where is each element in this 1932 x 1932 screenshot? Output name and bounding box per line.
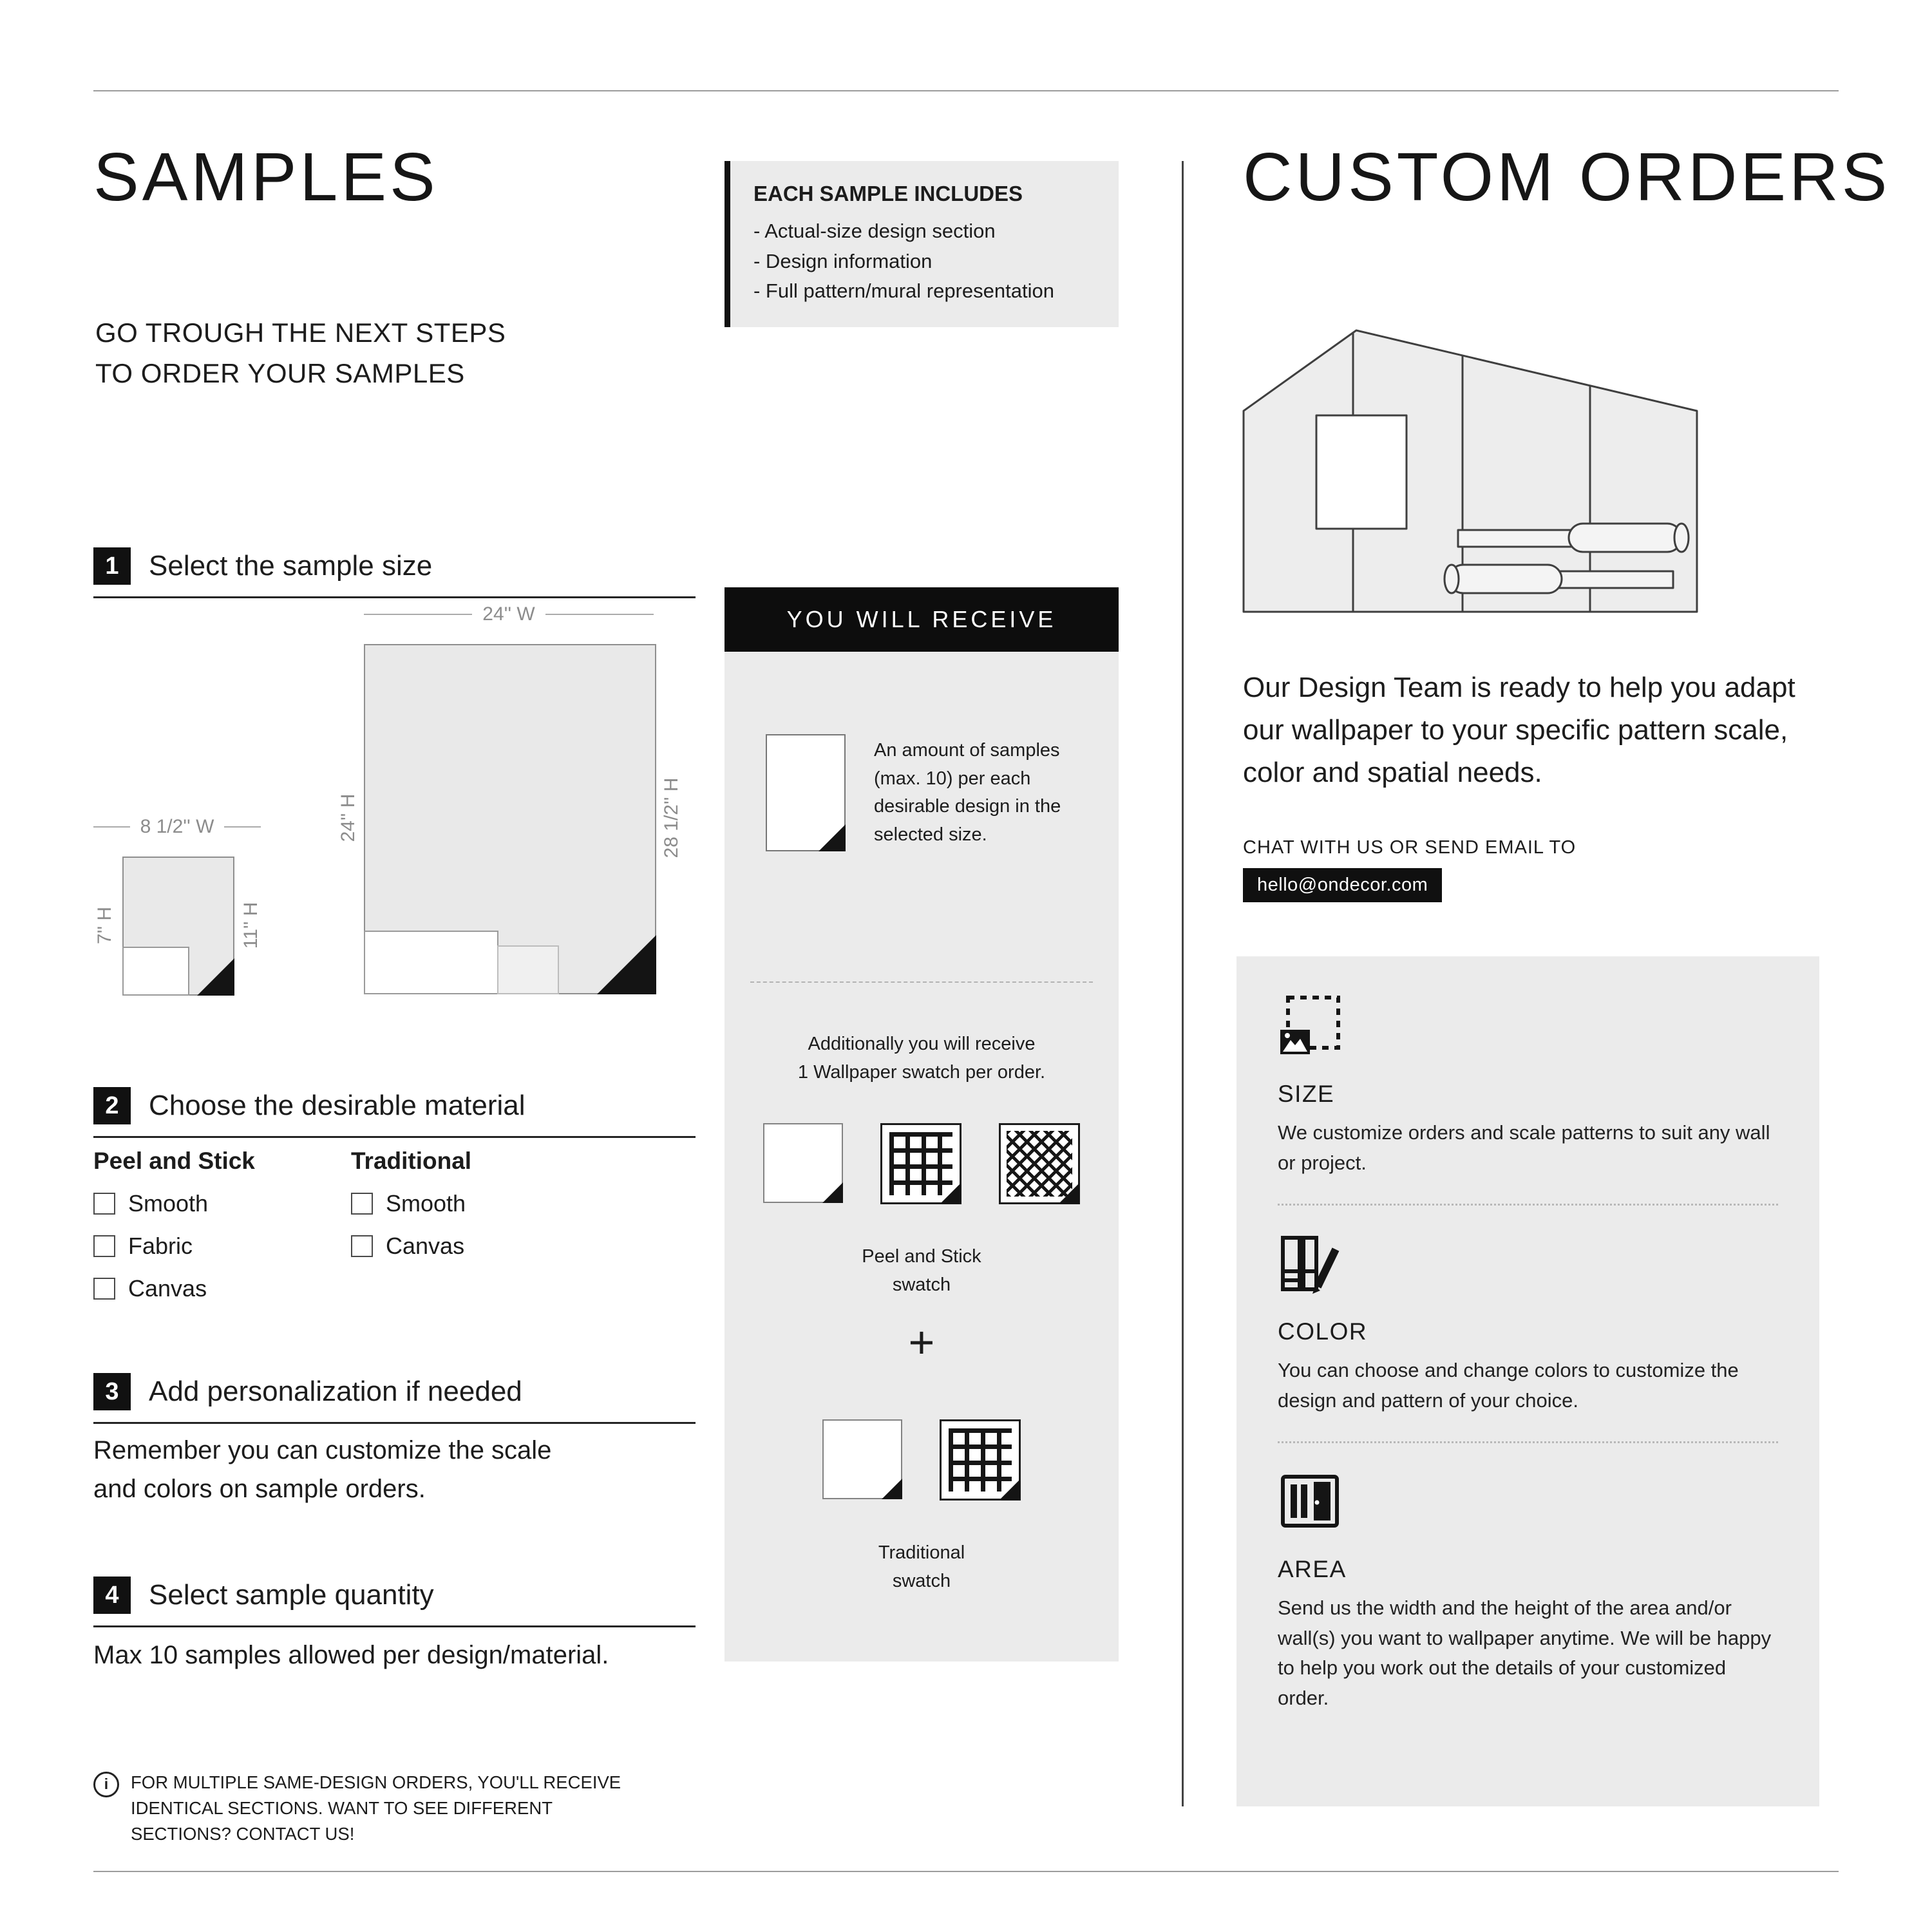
- personalization-text: Remember you can customize the scale and colors on sample orders.: [93, 1436, 552, 1503]
- large-sample-rect: [364, 644, 656, 994]
- large-sample-width-label: 24'' W: [364, 603, 654, 625]
- small-sample-width-label: 8 1/2'' W: [93, 816, 261, 838]
- feature-size: [1278, 994, 1778, 1178]
- column-divider: [1182, 161, 1184, 1806]
- includes-item: - Design information: [753, 249, 933, 272]
- sample-size-diagram: [93, 603, 696, 1011]
- peel-swatch-row: [724, 1123, 1119, 1204]
- traditional-heading: Traditional: [351, 1148, 472, 1174]
- step-1-number-badge: 1: [93, 547, 131, 585]
- small-sample-height-right-label: 11'' H: [240, 902, 261, 949]
- material-column-peel: [93, 1148, 338, 1302]
- checkbox-peel-canvas[interactable]: [93, 1278, 115, 1300]
- option-peel-fabric[interactable]: [93, 1233, 338, 1260]
- feature-color-label: COLOR: [1278, 1318, 1368, 1345]
- footer-note: [93, 1770, 886, 1847]
- checkbox-peel-smooth[interactable]: [93, 1193, 115, 1215]
- chat-label: CHAT WITH US OR SEND EMAIL TO: [1243, 837, 1577, 858]
- option-peel-canvas[interactable]: [93, 1275, 338, 1302]
- info-icon: i: [93, 1772, 119, 1797]
- checkbox-traditional-smooth[interactable]: [351, 1193, 373, 1215]
- samples-title: SAMPLES: [93, 139, 439, 215]
- swatch-note-text: Additionally you will receive 1 Wallpaper swatch per order.: [797, 1034, 1046, 1083]
- peel-and-stick-heading: Peel and Stick: [93, 1148, 255, 1174]
- grid-swatch-icon: [880, 1123, 961, 1204]
- checkbox-peel-fabric[interactable]: [93, 1235, 115, 1257]
- footer-note-text: FOR MULTIPLE SAME-DESIGN ORDERS, YOU'LL RECEIVE IDENTICAL SECTIONS. WANT TO SEE DIFFERENT SECTIONS? CONTACT US!: [131, 1772, 621, 1844]
- plus-icon: +: [908, 1317, 935, 1367]
- includes-item: - Actual-size design section: [753, 220, 996, 242]
- option-label: Canvas: [128, 1275, 207, 1302]
- option-label: Fabric: [128, 1233, 193, 1259]
- dotted-separator: [1278, 1204, 1778, 1206]
- large-sample-inset-rect: [364, 931, 498, 994]
- step-2-number-badge: 2: [93, 1087, 131, 1124]
- you-will-receive-header: YOU WILL RECEIVE: [724, 587, 1119, 652]
- size-crop-image-icon: [1278, 994, 1342, 1058]
- step-1-heading: [93, 547, 696, 598]
- quantity-text: Max 10 samples allowed per design/material.: [93, 1641, 609, 1669]
- option-label: Smooth: [128, 1190, 209, 1217]
- email-badge-wrap: [1243, 868, 1442, 902]
- includes-title: EACH SAMPLE INCLUDES: [753, 182, 1023, 205]
- option-peel-smooth[interactable]: [93, 1190, 338, 1217]
- peel-swatch-label: Peel and Stick swatch: [862, 1246, 981, 1295]
- blank-swatch-icon: [763, 1123, 843, 1203]
- small-sample-rect: [122, 857, 234, 996]
- grid-pattern: [949, 1428, 1012, 1492]
- top-divider: [93, 90, 1839, 91]
- feature-color-text: You can choose and change colors to customize the design and pattern of your choice.: [1278, 1359, 1739, 1412]
- you-will-receive-panel: [724, 652, 1119, 1662]
- custom-orders-intro: Our Design Team is ready to help you adapt our wallpaper to your specific pattern scale, color and spatial needs.: [1243, 672, 1795, 788]
- traditional-swatch-label: Traditional swatch: [878, 1542, 965, 1591]
- step-3-title: Add personalization if needed: [149, 1376, 522, 1407]
- large-sample-height-left-label: 24'' H: [337, 793, 359, 842]
- step-4-number-badge: 4: [93, 1577, 131, 1614]
- checkbox-traditional-canvas[interactable]: [351, 1235, 373, 1257]
- dashed-separator: [750, 981, 1093, 983]
- crosshatch-pattern: [1007, 1131, 1072, 1197]
- small-sample-inset-rect: [122, 947, 189, 996]
- samples-subtitle: GO TROUGH THE NEXT STEPS TO ORDER YOUR SAMPLES: [95, 317, 506, 388]
- large-sample-inset-rect-2: [497, 945, 559, 994]
- step-1-title: Select the sample size: [149, 550, 433, 582]
- feature-area-label: AREA: [1278, 1556, 1347, 1582]
- small-sample-height-left-label: 7'' H: [94, 906, 115, 945]
- crosshatch-swatch-icon: [999, 1123, 1080, 1204]
- traditional-swatch-row: [724, 1419, 1119, 1501]
- option-label: Smooth: [386, 1190, 466, 1217]
- sample-page-icon: [766, 734, 846, 851]
- wall-panels-icon: [1278, 1469, 1342, 1533]
- feature-size-text: We customize orders and scale patterns to suit any wall or project.: [1278, 1121, 1770, 1174]
- option-traditional-smooth[interactable]: [351, 1190, 596, 1217]
- each-sample-includes-box: [724, 161, 1119, 327]
- custom-orders-title: CUSTOM ORDERS: [1243, 139, 1891, 215]
- feature-area: [1278, 1469, 1778, 1713]
- custom-features-panel: [1236, 956, 1819, 1806]
- step-4-title: Select sample quantity: [149, 1579, 434, 1611]
- house-wallpaper-illustration: [1242, 325, 1699, 618]
- large-sample-height-right-label: 28 1/2'' H: [661, 777, 682, 858]
- step-2-heading: [93, 1087, 696, 1138]
- sample-amount-text: An amount of samples (max. 10) per each desirable design in the selected size.: [874, 740, 1061, 845]
- step-3-heading: [93, 1373, 696, 1424]
- feature-color: [1278, 1231, 1778, 1416]
- bottom-divider: [93, 1871, 1839, 1872]
- step-4-heading: [93, 1577, 696, 1627]
- feature-area-text: Send us the width and the height of the area and/or wall(s) you want to wallpaper anytime. We will be happy to help you work out the details of your customized order.: [1278, 1596, 1772, 1709]
- step-2-title: Choose the desirable material: [149, 1090, 526, 1121]
- grid-pattern: [889, 1132, 952, 1195]
- material-column-traditional: [351, 1148, 596, 1260]
- color-swatches-pencil-icon: [1278, 1231, 1342, 1296]
- email-badge[interactable]: hello@ondecor.com: [1243, 868, 1442, 902]
- option-traditional-canvas[interactable]: [351, 1233, 596, 1260]
- grid-swatch-icon: [940, 1419, 1021, 1501]
- step-3-number-badge: 3: [93, 1373, 131, 1410]
- blank-swatch-icon: [822, 1419, 902, 1499]
- option-label: Canvas: [386, 1233, 465, 1259]
- includes-item: - Full pattern/mural representation: [753, 279, 1054, 302]
- feature-size-label: SIZE: [1278, 1081, 1335, 1107]
- dotted-separator: [1278, 1441, 1778, 1443]
- sample-amount-row: [766, 734, 1097, 851]
